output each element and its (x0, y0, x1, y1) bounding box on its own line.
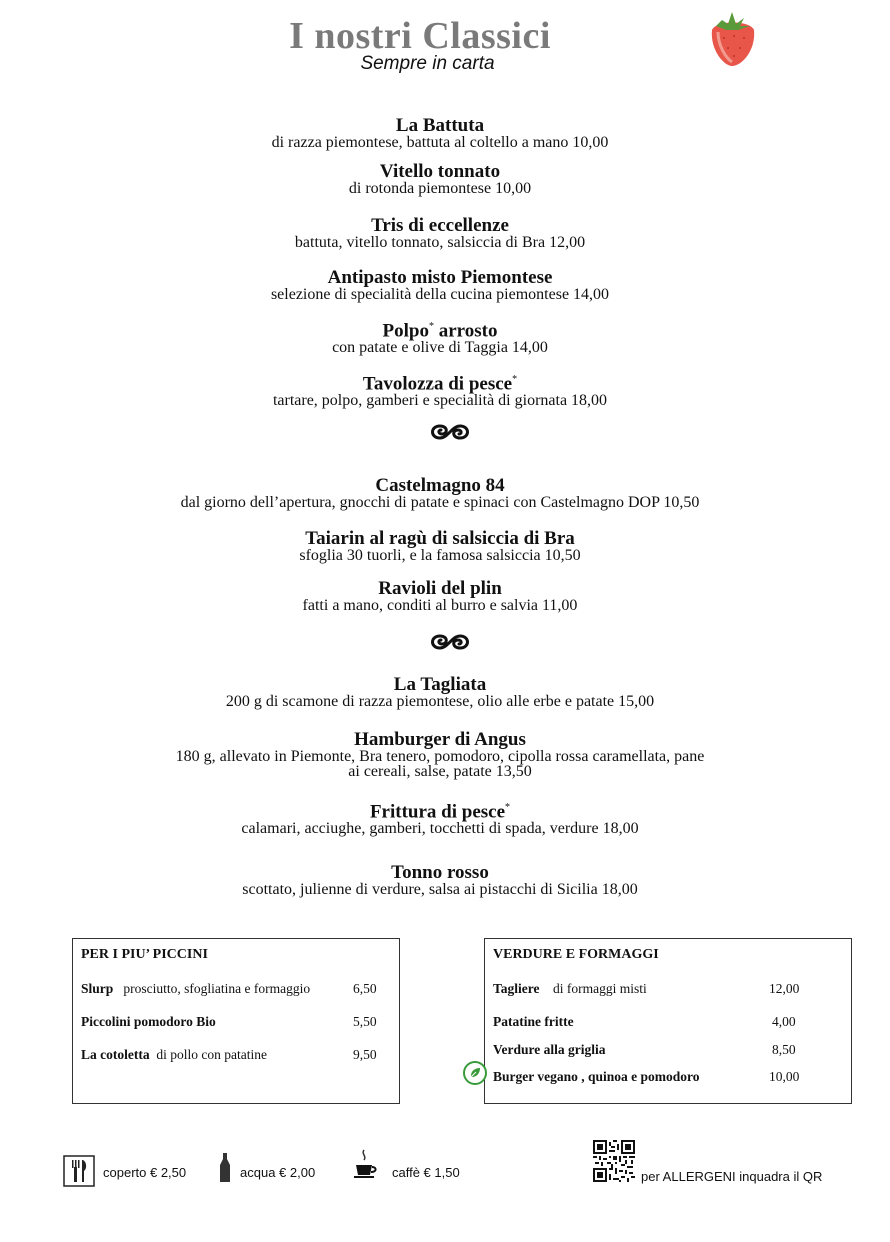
ornament-divider (0, 420, 890, 449)
veg-item: Burger vegano , quinoa e pomodoro (493, 1069, 700, 1084)
qr-code-icon[interactable] (593, 1140, 635, 1182)
kids-box-title: PER I PIU’ PICCINI (81, 947, 208, 962)
footer-caffe: caffè € 1,50 (392, 1165, 460, 1180)
dish-vitello-tonnato: Vitello tonnato di rotonda piemontese 10,00 (348, 161, 532, 197)
kids-item-price: 5,50 (353, 1014, 377, 1029)
dish-tavolozza-pesce: Tavolozza di pesce* tartare, polpo, gamberi e specialità di giornata 18,00 (272, 373, 608, 410)
swirl-ornament-icon (426, 630, 474, 654)
veg-item: Tagliere di formaggi misti (493, 981, 647, 996)
dish-frittura-pesce: Frittura di pesce* calamari, acciughe, gamberi, tocchetti di spada, verdure 18,00 (241, 801, 639, 838)
vegan-leaf-icon (463, 1061, 487, 1085)
verdure-formaggi-box (484, 938, 852, 1104)
kids-item: La cotoletta di pollo con patatine (81, 1047, 267, 1062)
footer-acqua: acqua € 2,00 (240, 1165, 316, 1180)
dish-hamburger-angus: Hamburger di Angus 180 g, allevato in Piemonte, Bra tenero, pomodoro, cipolla rossa caramellata, pane ai cereali, salse, patate 13,50 (175, 729, 705, 780)
swirl-ornament-icon (426, 420, 474, 444)
kids-item-price: 6,50 (353, 981, 377, 996)
footer-allergeni-qr: per ALLERGENI inquadra il QR (641, 1169, 823, 1184)
veg-item-price: 12,00 (769, 981, 800, 996)
strawberry-icon (704, 6, 760, 68)
dish-taiarin: Taiarin al ragù di salsiccia di Bra sfoglia 30 tuorli, e la famosa salsiccia 10,50 (299, 528, 581, 564)
dish-tris-eccellenze: Tris di eccellenze battuta, vitello tonnato, salsiccia di Bra 12,00 (294, 215, 586, 251)
page-title: I nostri Classici (289, 15, 551, 57)
dish-antipasto-misto: Antipasto misto Piemontese selezione di specialità della cucina piemontese 14,00 (270, 267, 610, 303)
dish-castelmagno: Castelmagno 84 dal giorno dell’apertura, gnocchi di patate e spinaci con Castelmagno DOP 10,50 (180, 475, 700, 511)
water-bottle-icon (218, 1152, 232, 1184)
dish-polpo-arrosto: Polpo* arrosto con patate e olive di Taggia 14,00 (332, 320, 548, 357)
veg-item-price: 4,00 (772, 1014, 796, 1029)
cutlery-icon (63, 1155, 95, 1187)
kids-item-price: 9,50 (353, 1047, 377, 1062)
kids-item: Piccolini pomodoro Bio (81, 1014, 216, 1029)
dish-ravioli-plin: Ravioli del plin fatti a mano, conditi al burro e salvia 11,00 (302, 578, 578, 614)
veg-item-price: 8,50 (772, 1042, 796, 1057)
veg-box-title: VERDURE E FORMAGGI (493, 947, 659, 962)
veg-item: Verdure alla griglia (493, 1042, 606, 1057)
coffee-cup-icon (352, 1148, 380, 1182)
veg-item-price: 10,00 (769, 1069, 800, 1084)
page-subtitle: Sempre in carta (360, 53, 495, 74)
footer-coperto: coperto € 2,50 (103, 1165, 187, 1180)
dish-la-battuta: La Battuta di razza piemontese, battuta al coltello a mano 10,00 (271, 115, 609, 151)
veg-item: Patatine fritte (493, 1014, 574, 1029)
dish-tonno-rosso: Tonno rosso scottato, julienne di verdure, salsa ai pistacchi di Sicilia 18,00 (242, 862, 638, 898)
ornament-divider (0, 630, 890, 659)
kids-item: Slurp prosciutto, sfogliatina e formaggio (81, 981, 311, 996)
kids-menu-box (72, 938, 400, 1104)
dish-la-tagliata: La Tagliata 200 g di scamone di razza piemontese, olio alle erbe e patate 15,00 (225, 674, 655, 710)
